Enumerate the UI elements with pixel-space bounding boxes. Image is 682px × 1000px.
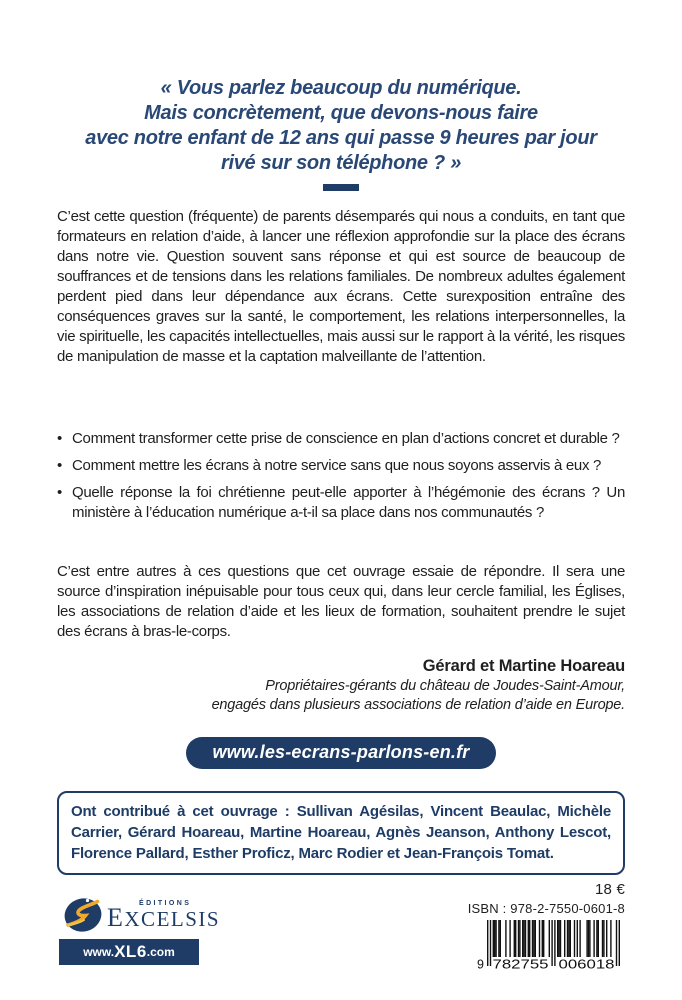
website-pill: www.les-ecrans-parlons-en.fr [186, 737, 495, 769]
headline-quote [57, 76, 625, 176]
bullet-item [57, 429, 625, 449]
price-label: 18 € [595, 881, 625, 898]
bullet-text: Comment mettre les écrans à notre service sans que nous soyons asservis à eux ? [72, 457, 602, 474]
publisher-wordmark [107, 899, 221, 932]
bullet-text: Quelle réponse la foi chrétienne peut-elle apporter à l’hégémonie des écrans ? Un ministère à l’éducation numérique a-t-il sa place dans nos communautés ? [72, 484, 625, 521]
excelsis-logo-icon [63, 894, 103, 934]
barcode-bars [475, 920, 625, 972]
publisher-site-prefix: www. [83, 945, 115, 959]
quote-line: avec notre enfant de 12 ans qui passe 9 heures par jour [85, 127, 597, 149]
author-names: Gérard et Martine Hoareau [422, 657, 625, 675]
question-bullet-list [57, 429, 625, 530]
quote-line: rivé sur son téléphone ? » [220, 152, 462, 174]
divider-dash [323, 184, 359, 191]
svg-text:9: 9 [477, 957, 484, 972]
bullet-marker: • [57, 457, 62, 474]
retail-block [468, 881, 625, 972]
author-block [57, 655, 625, 715]
quote-line: « Vous parlez beaucoup du numérique. [160, 77, 522, 99]
publisher-website-bar [59, 939, 199, 965]
bullet-item [57, 456, 625, 476]
publisher-block [57, 894, 237, 965]
editions-label: ÉDITIONS [139, 899, 192, 907]
conclusion-paragraph: C’est entre autres à ces questions que cet ouvrage essaie de répondre. Il sera une source d’inspiration inépuisable pour tous ceux qui, dans leur cercle familial, les Églises, les associations de relation d’aide et les lieux de formation, souhaitent prendre le sujet des écrans à bras-le-corps. [57, 563, 625, 640]
contributors-box: Ont contribué à cet ouvrage : Sullivan Agésilas, Vincent Beaulac, Michèle Carrier, Gérard Hoareau, Martine Hoareau, Agnès Jeanson, Anthony Lescot, Florence Pallard, Esther Proficz, Marc Rodier et Jean-François Tomat. [57, 791, 625, 875]
isbn-label: ISBN : 978-2-7550-0601-8 [467, 901, 625, 916]
bullet-item [57, 483, 625, 523]
publisher-site-name: XL6 [114, 942, 147, 961]
svg-text:782755: 782755 [492, 957, 549, 972]
author-role-line: engagés dans plusieurs associations de relation d’aide en Europe. [211, 697, 625, 713]
intro-paragraph: C’est cette question (fréquente) de parents désemparés qui nous a conduits, en tant que formateurs en relation d’aide, à lancer une réflexion approfondie sur la place des écrans dans notre vie. Question souvent sans réponse et qui est source de beaucoup de souffrances et de tensions dans les relations familiales. De nombreux adultes également perdent pied dans leur dépendance aux écrans. Cette surexposition entraîne des conséquences graves sur la santé, le comportement, les relations interpersonnelles, la vie spirituelle, les capacités intellectuelles, mais aussi sur le rapport à la vérité, les risques de manipulation de masse et la captation malveillante de l’attention. [57, 208, 625, 365]
bullet-marker: • [57, 484, 62, 501]
website-pill-row [0, 737, 682, 769]
author-role-line: Propriétaires-gérants du château de Joudes-Saint-Amour, [265, 678, 625, 694]
publisher-logo-row [57, 894, 237, 934]
publisher-site-suffix: .com [146, 945, 175, 959]
quote-line: Mais concrètement, que devons-nous faire [144, 102, 538, 124]
ean13-barcode [468, 920, 625, 972]
bullet-marker: • [57, 430, 62, 447]
svg-text:006018: 006018 [558, 957, 615, 972]
publisher-name: EXCELSIS [107, 902, 221, 932]
bullet-text: Comment transformer cette prise de conscience en plan d’actions concret et durable ? [72, 430, 620, 447]
